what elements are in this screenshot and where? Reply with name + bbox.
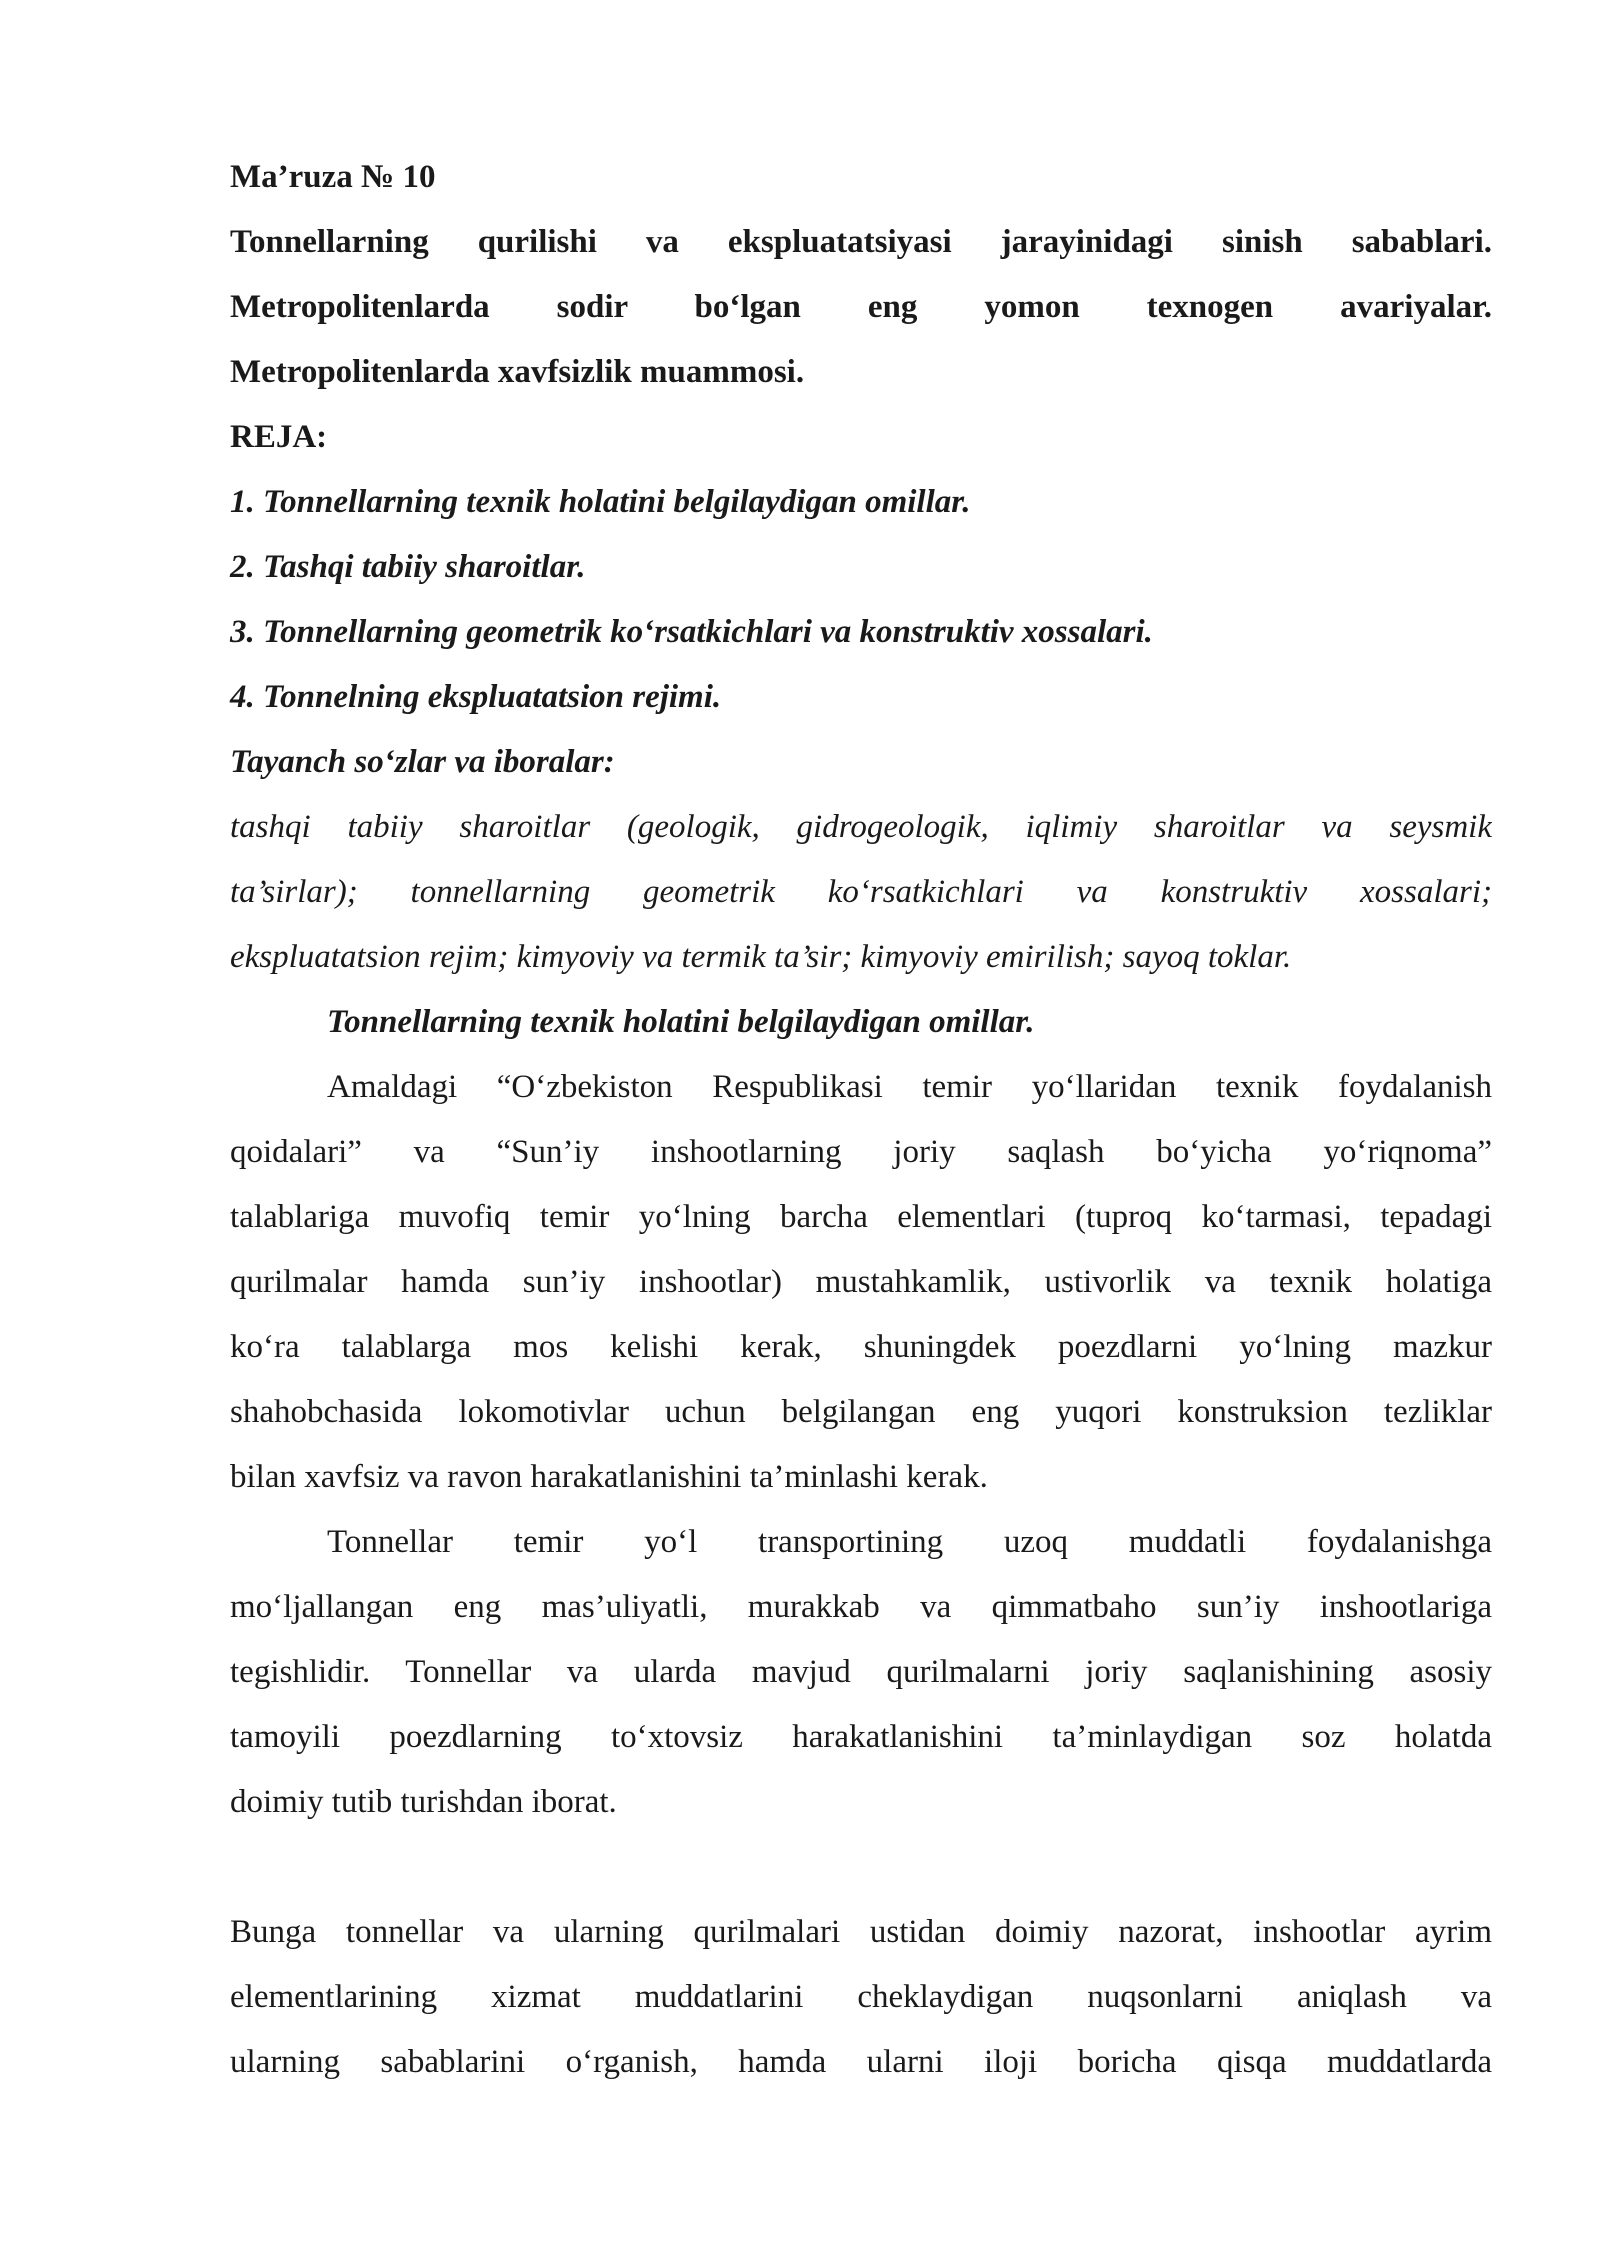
paragraph1-line-5: ko‘ra talablarga mos kelishi kerak, shuningdek poezdlarni yo‘lning mazkur	[230, 1329, 1492, 1365]
paragraph1-line-7: bilan xavfsiz va ravon harakatlanishini ta’minlashi kerak.	[230, 1459, 988, 1495]
plan-item-2: 2. Tashqi tabiiy sharoitlar.	[230, 549, 586, 585]
title-line-1: Tonnellarning qurilishi va ekspluatatsiyasi jarayinidagi sinish sabablari.	[230, 224, 1492, 260]
paragraph1-line-2: qoidalari” va “Sun’iy inshootlarning joriy saqlash bo‘yicha yo‘riqnoma”	[230, 1134, 1492, 1170]
paragraph2-line-3: tegishlidir. Tonnellar va ularda mavjud qurilmalarni joriy saqlanishining asosiy	[230, 1654, 1492, 1690]
plan-item-3: 3. Tonnellarning geometrik ko‘rsatkichlari va konstruktiv xossalari.	[230, 614, 1153, 650]
keywords-line-2: ta’sirlar); tonnellarning geometrik ko‘rsatkichlari va konstruktiv xossalari;	[230, 874, 1492, 910]
lecture-number: Ma’ruza № 10	[230, 159, 436, 195]
paragraph2-line-5: doimiy tutib turishdan iborat.	[230, 1784, 617, 1820]
paragraph3-line-1: Bunga tonnellar va ularning qurilmalari ustidan doimiy nazorat, inshootlar ayrim	[230, 1914, 1492, 1950]
title-line-2: Metropolitenlarda sodir bo‘lgan eng yomon texnogen avariyalar.	[230, 289, 1492, 325]
paragraph3-line-2: elementlarining xizmat muddatlarini cheklaydigan nuqsonlarni aniqlash va	[230, 1979, 1492, 2015]
plan-heading: REJA:	[230, 419, 328, 455]
title-line-3: Metropolitenlarda xavfsizlik muammosi.	[230, 354, 805, 390]
plan-item-4: 4. Tonnelning ekspluatatsion rejimi.	[230, 679, 722, 715]
paragraph2-line-2: mo‘ljallangan eng mas’uliyatli, murakkab va qimmatbaho sun’iy inshootlariga	[230, 1589, 1492, 1625]
paragraph1-line-4: qurilmalar hamda sun’iy inshootlar) mustahkamlik, ustivorlik va texnik holatiga	[230, 1264, 1492, 1300]
paragraph1-line-1: Amaldagi “O‘zbekiston Respublikasi temir yo‘llaridan texnik foydalanish	[327, 1069, 1492, 1105]
paragraph1-line-6: shahobchasida lokomotivlar uchun belgilangan eng yuqori konstruksion tezliklar	[230, 1394, 1492, 1430]
paragraph2-line-4: tamoyili poezdlarning to‘xtovsiz harakatlanishini ta’minlaydigan soz holatda	[230, 1719, 1492, 1755]
keywords-line-1: tashqi tabiiy sharoitlar (geologik, gidrogeologik, iqlimiy sharoitlar va seysmik	[230, 809, 1492, 845]
paragraph1-line-3: talablariga muvofiq temir yo‘lning barcha elementlari (tuproq ko‘tarmasi, tepadagi	[230, 1199, 1492, 1235]
keywords-heading: Tayanch so‘zlar va iboralar:	[230, 744, 615, 780]
section-heading: Tonnellarning texnik holatini belgilaydigan omillar.	[327, 1004, 1035, 1040]
paragraph-spacer	[230, 1835, 1492, 1900]
paragraph3-line-3: ularning sabablarini o‘rganish, hamda ularni iloji boricha qisqa muddatlarda	[230, 2044, 1492, 2080]
document-page	[230, 145, 1492, 2095]
keywords-line-3: ekspluatatsion rejim; kimyoviy va termik ta’sir; kimyoviy emirilish; sayoq toklar.	[230, 939, 1292, 975]
plan-item-1: 1. Tonnellarning texnik holatini belgilaydigan omillar.	[230, 484, 971, 520]
paragraph2-line-1: Tonnellar temir yo‘l transportining uzoq muddatli foydalanishga	[327, 1524, 1492, 1560]
